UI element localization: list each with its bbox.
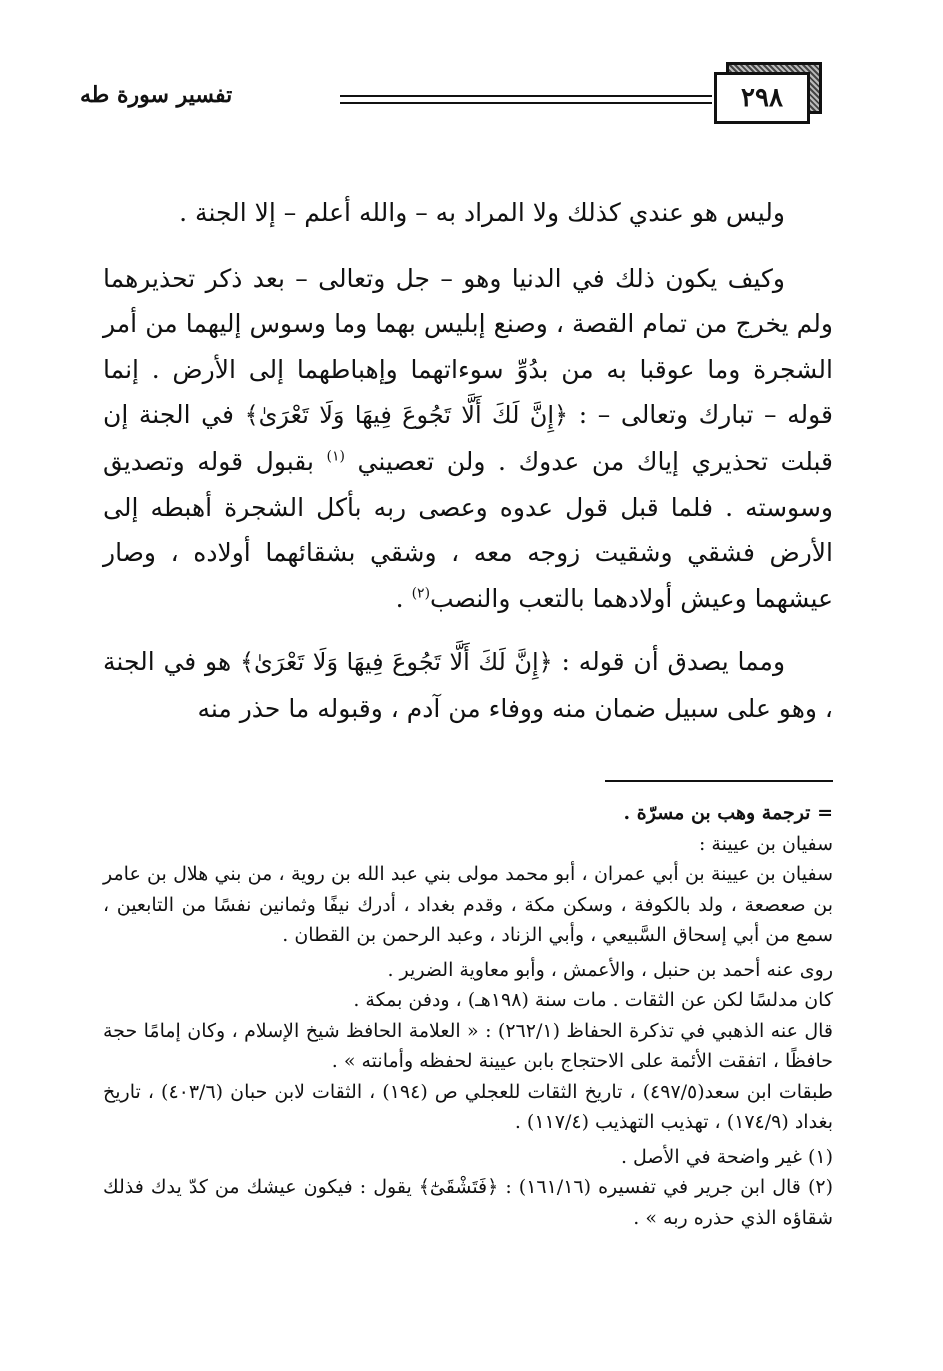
paragraph-1: وليس هو عندي كذلك ولا المراد به – والله أعلم – إلا الجنة . bbox=[179, 198, 785, 227]
bio-death: كان مدلسًا لكن عن الثقات . مات سنة (١٩٨هـ) ، ودفن بمكة . bbox=[353, 989, 833, 1011]
footnote-text: غير واضحة في الأصل . bbox=[620, 1145, 802, 1168]
running-title: تفسير سورة طه bbox=[80, 82, 233, 108]
bio-heading: سفيان بن عيينة : bbox=[698, 832, 833, 855]
quran-verse: ﴿إِنَّ لَكَ أَلَّا تَجُوعَ فِيهَا وَلَا تَعْرَىٰ﴾ bbox=[244, 401, 569, 430]
footnote-ref-1: (١) bbox=[326, 448, 345, 465]
footnote-text: قال ابن جرير في تفسيره (١٦١/١٦) : bbox=[505, 1176, 801, 1198]
bio-sources: طبقات ابن سعد(٤٩٧/٥) ، تاريخ الثقات للعجلي ص (١٩٤) ، الثقات لابن حبان (٤٠٣/٦) ، تاريخ بغداد (١٧٤/٩) ، تهذيب التهذيب (١١٧/٤) . bbox=[103, 1080, 833, 1133]
footnote-2 bbox=[103, 1172, 833, 1233]
footnotes bbox=[103, 798, 833, 1233]
bio-text: سفيان بن عيينة بن أبي عمران ، أبو محمد مولى بني عبد الله بن روية ، من بني هلال بن عامر بن صعصعة ، ولد بالكوفة ، وسكن مكة ، وقدم بغداد ، أدرك نيفًا وثمانين نفسًا من التابعين ، سمع من أبي إسحاق السَّبيعي ، وأبي الزناد ، وعبد الرحمن بن القطان . bbox=[103, 863, 833, 946]
paragraph-text: هو في الجنة ، وهو على سبيل ضمان منه ووفاء من آدم ، وقبوله ما حذر منه bbox=[103, 647, 833, 723]
bio-dhahabi: قال عنه الذهبي في تذكرة الحفاظ (٢٦٢/١) : « العلامة الحافظ شيخ الإسلام ، وكان إمامًا حجة حافظًا ، اتفقت الأئمة على الاحتجاج بابن عيينة لحفظه وأمانته » . bbox=[103, 1019, 833, 1072]
paragraph-3 bbox=[103, 639, 833, 731]
footnote-continuation: = ترجمة وهب بن مسرّة . bbox=[623, 802, 833, 824]
paragraph-text: وكيف يكون ذلك في الدنيا وهو – جل وتعالى – بعد ذكر تحذيرهما ولم يخرج من تمام القصة ، وصنع إبليس بهما وما وسوس إليهما من أمر الشجرة وما عوقبا به من بدُوِّ سوءاتهما وإهباطهما إلى الأرض . إنما قوله – تبارك وتعالى – : bbox=[103, 263, 834, 430]
paragraph-text: في الجنة إن قبلت تحذيري إياك من عدوك . ولن تعصيني bbox=[103, 400, 833, 476]
footnote-ref-2: (٢) bbox=[411, 585, 431, 602]
paragraph-text: ومما يصدق أن قوله : bbox=[561, 647, 786, 677]
quran-verse: ﴿إِنَّ لَكَ أَلَّا تَجُوعَ فِيهَا وَلَا تَعْرَىٰ﴾ bbox=[239, 648, 553, 677]
header-rule bbox=[340, 102, 712, 104]
footnote-separator bbox=[605, 780, 833, 782]
paragraph-text: . bbox=[395, 583, 404, 613]
footnote-number: (٢) bbox=[807, 1176, 833, 1198]
paragraph-2 bbox=[103, 256, 833, 622]
main-text bbox=[103, 190, 833, 750]
bio-narrators: روى عنه أحمد بن حنبل ، والأعمش ، وأبو معاوية الضرير . bbox=[387, 958, 833, 981]
quran-verse: ﴿فَتَشْقَىٰٓ﴾ bbox=[418, 1176, 499, 1198]
footnote-text: يقول : فيكون عيشك من كدّ يدك فذلك شقاؤه الذي حذره ربه » . bbox=[103, 1176, 833, 1229]
footnote-number: (١) bbox=[807, 1145, 833, 1168]
header-rule bbox=[340, 95, 712, 97]
paragraph-text: بقبول قوله وتصديق وسوسته . فلما قبل قول عدوه وعصى ربه بأكل الشجرة أهبطه إلى الأرض فشقي وشقيت زوجه معه ، وشقي بشقائهما أولاده ، وصار عيشهما وعيش أولادهما بالتعب والنصب bbox=[103, 446, 833, 613]
footnote-1 bbox=[103, 1142, 833, 1173]
page-number: ٢٩٨ bbox=[714, 72, 810, 124]
